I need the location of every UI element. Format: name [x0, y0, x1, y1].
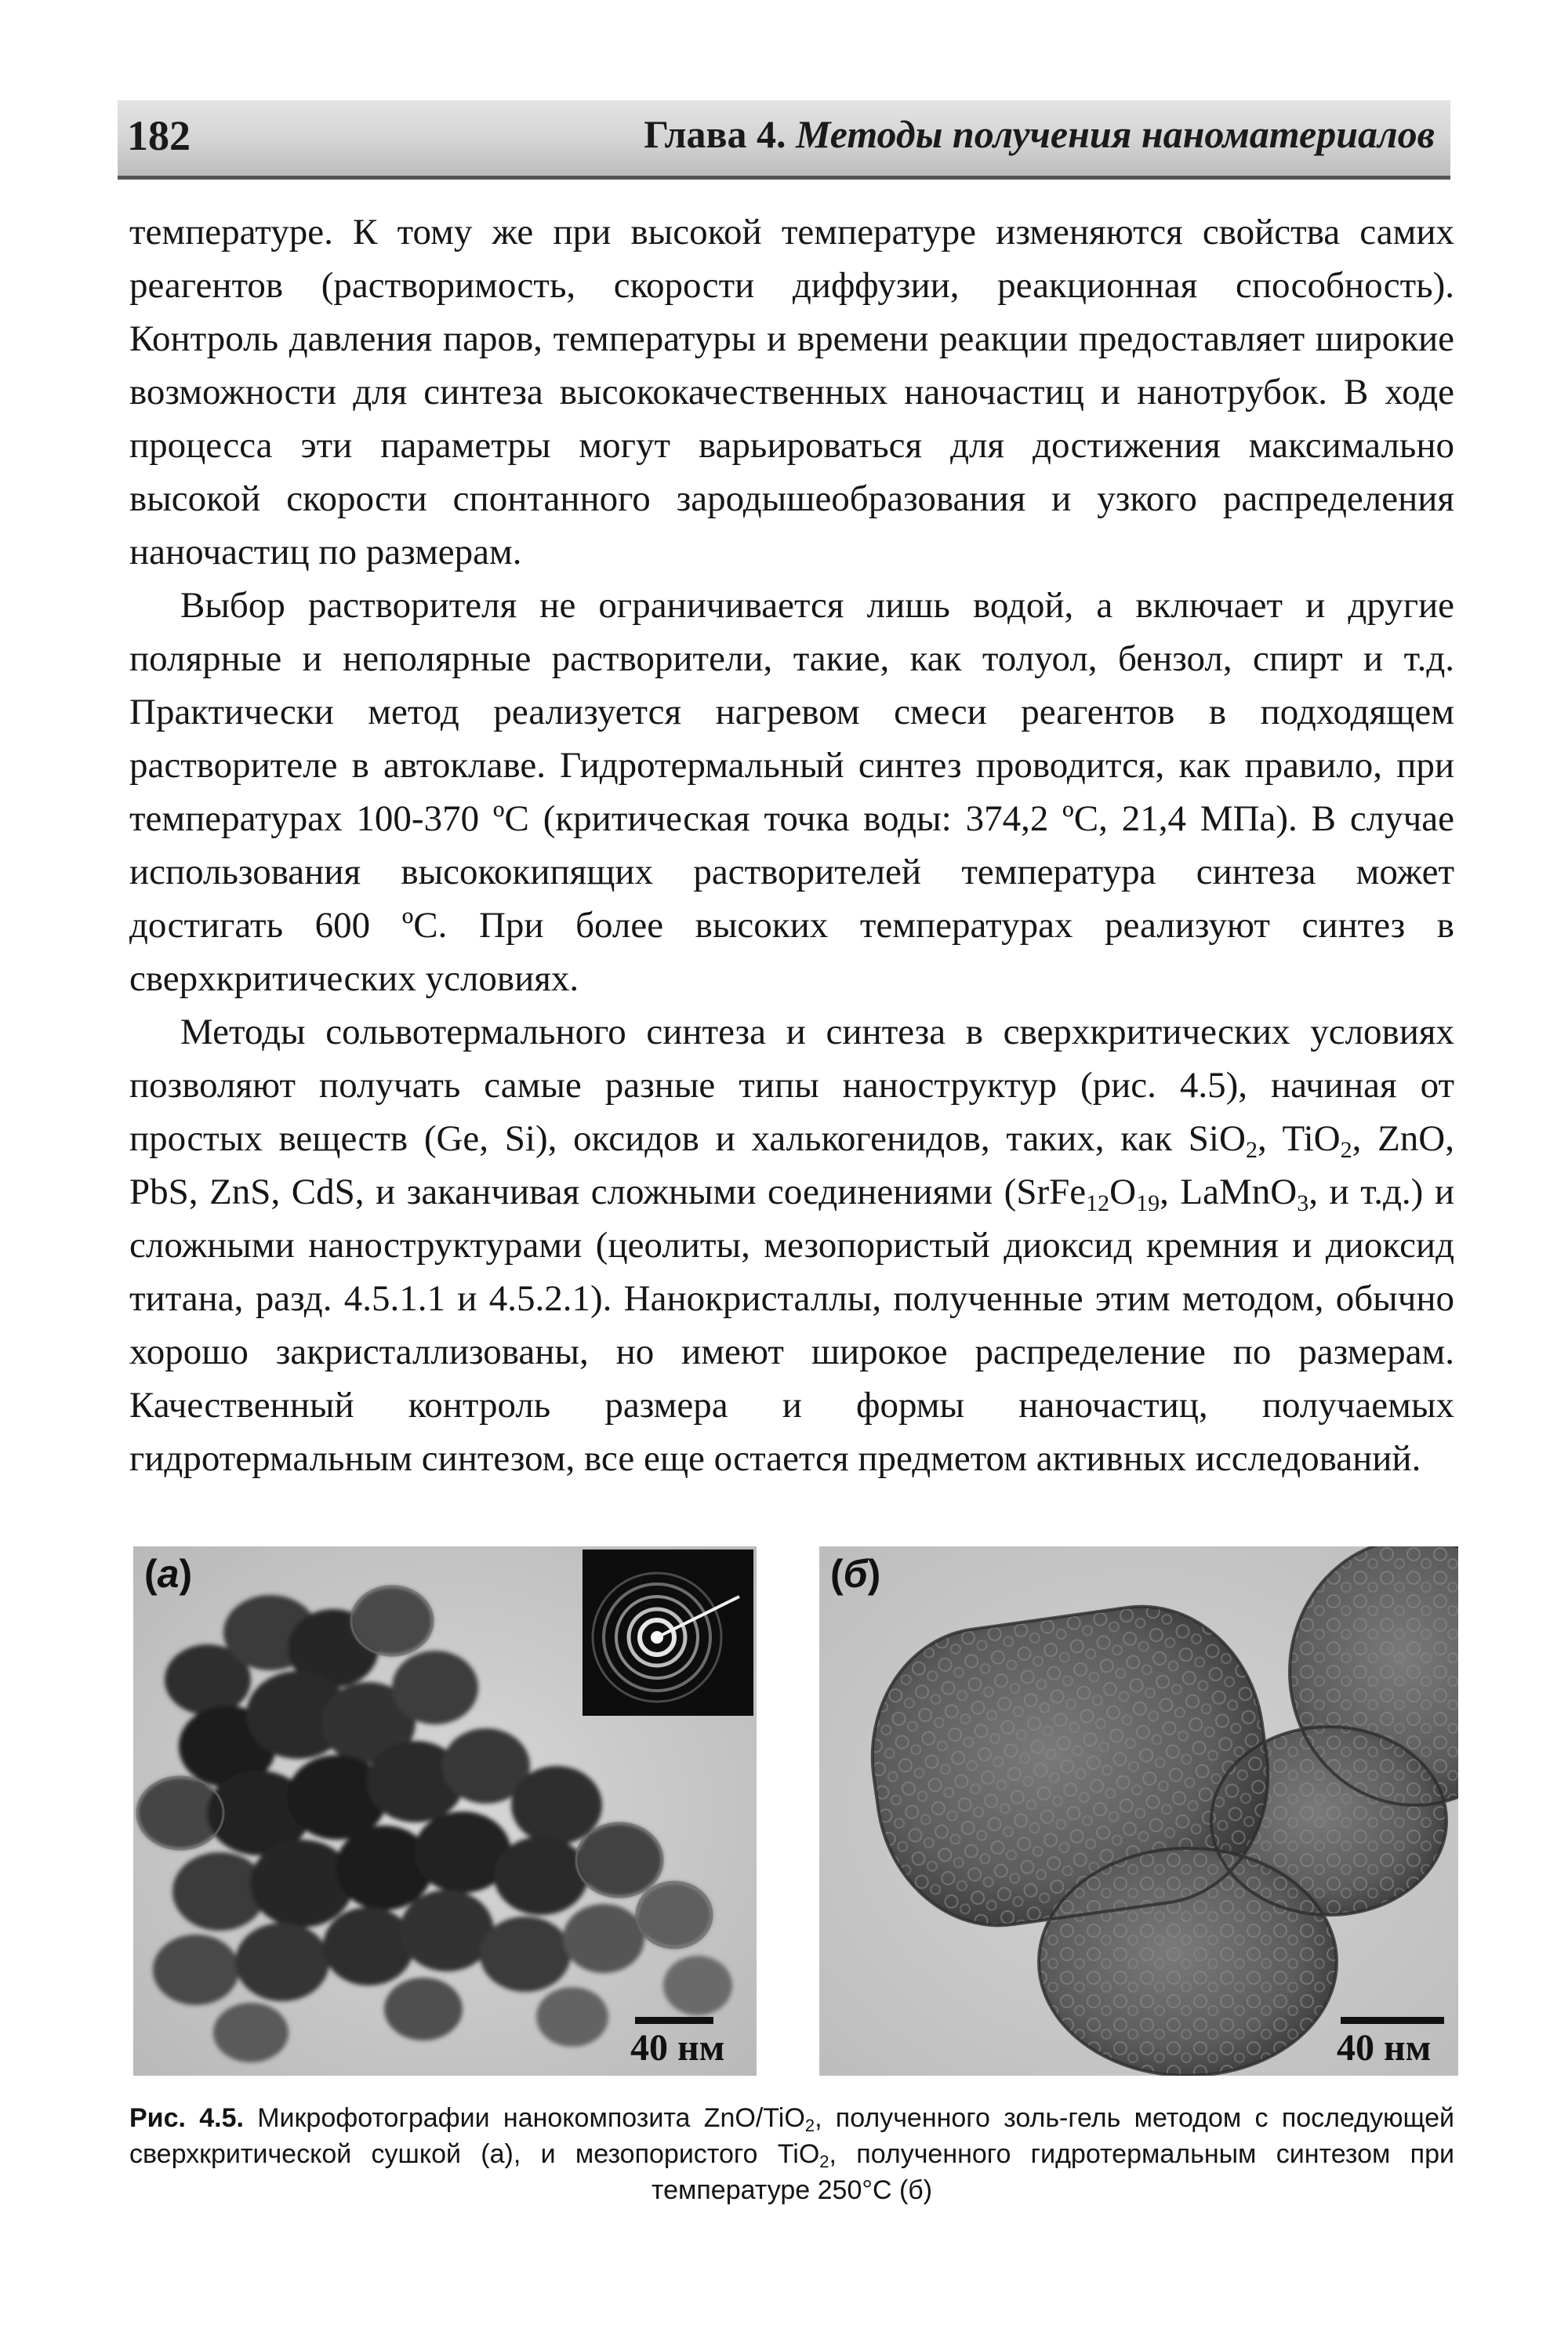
- paragraph-3: [129, 1005, 1454, 1485]
- scale-bar-b: [1341, 2017, 1444, 2024]
- scale-label-a: 40 нм: [630, 2027, 725, 2069]
- body-text: [129, 205, 1454, 1485]
- figure-number: Рис. 4.5.: [129, 2103, 244, 2133]
- p3-text-5: , LaMnO: [1160, 1172, 1298, 1212]
- tem-image-b: [819, 1546, 1458, 2076]
- p3-sub-4: 19: [1136, 1190, 1160, 1216]
- running-head: [644, 111, 1435, 157]
- diffraction-pattern-inset: [583, 1550, 753, 1716]
- scale-label-b: 40 нм: [1337, 2027, 1432, 2069]
- caption-sub-1: 2: [804, 2116, 815, 2135]
- p3-text-1: Методы сольвотермального синтеза и синтеза в сверхкритических условиях позволяют получать самые разные типы наноструктур (рис. 4.5), начиная от простых веществ (Ge, Si), оксидов и халькогенидов, таких, как SiO: [129, 1012, 1454, 1159]
- p3-text-4: O: [1109, 1172, 1137, 1212]
- panel-label-a: (a): [144, 1552, 193, 1596]
- figure-caption: [129, 2100, 1454, 2208]
- caption-text-2: , полученного золь-гель методом с последующей сверхкритической сушкой (а), и мезопористого TiO: [129, 2103, 1454, 2169]
- chapter-title: Методы получения наноматериалов: [796, 112, 1435, 156]
- scale-bar-a: [635, 2017, 713, 2024]
- p3-sub-3: 12: [1086, 1190, 1110, 1216]
- p3-text-3: , ZnO, PbS, ZnS, CdS, и заканчивая сложными соединениями (SrFe: [129, 1118, 1454, 1212]
- caption-sub-2: 2: [819, 2152, 829, 2171]
- caption-text-3: , полученного гидротермальным синтезом при температуре 250°С (б): [651, 2139, 1454, 2205]
- p3-sub-5: 3: [1297, 1190, 1309, 1216]
- chapter-prefix: Глава 4.: [644, 112, 786, 156]
- diffraction-pattern-drawing: [583, 1550, 753, 1716]
- p3-text-2: , TiO: [1257, 1118, 1341, 1159]
- page-number: 182: [127, 112, 191, 159]
- tem-image-b-drawing: [819, 1546, 1458, 2076]
- paragraph-1: температуре. К тому же при высокой температуре изменяются свойства самих реагентов (растворимость, скорости диффузии, реакционная способность). Контроль давления паров, температуры и времени реакции предоставляет широкие возможности для синтеза высококачественных наночастиц и нанотрубок. В ходе процесса эти параметры могут варьироваться для достижения максимально высокой скорости спонтанного зародышеобразования и узкого распределения наночастиц по размерам.: [129, 212, 1454, 572]
- tem-image-a: [133, 1546, 757, 2076]
- p3-sub-2: 2: [1340, 1137, 1352, 1163]
- caption-text-1: Микрофотографии нанокомпозита ZnO/TiO: [243, 2103, 805, 2133]
- p3-sub-1: 2: [1245, 1137, 1258, 1163]
- p3-text-6: , и т.д.) и сложными наноструктурами (цеолиты, мезопористый диоксид кремния и диоксид титана, разд. 4.5.1.1 и 4.5.2.1). Нанокристаллы, полученные этим методом, обычно хорошо закристаллизованы, но имеют широкое распределение по размерам. Качественный контроль размера и формы наночастиц, получаемых гидротермальным синтезом, все еще остается предметом активных исследований.: [129, 1172, 1454, 1479]
- paragraph-2: Выбор растворителя не ограничивается лишь водой, а включает и другие полярные и неполярные растворители, такие, как толуол, бензол, спирт и т.д. Практически метод реализуется нагревом смеси реагентов в подходящем растворителе в автоклаве. Гидротермальный синтез проводится, как правило, при температурах 100-370 ºС (критическая точка воды: 374,2 ºС, 21,4 МПа). В случае использования высококипящих растворителей температура синтеза может достигать 600 ºС. При более высоких температурах реализуют синтез в сверхкритических условиях.: [129, 585, 1454, 999]
- panel-label-b: (б): [830, 1552, 881, 1596]
